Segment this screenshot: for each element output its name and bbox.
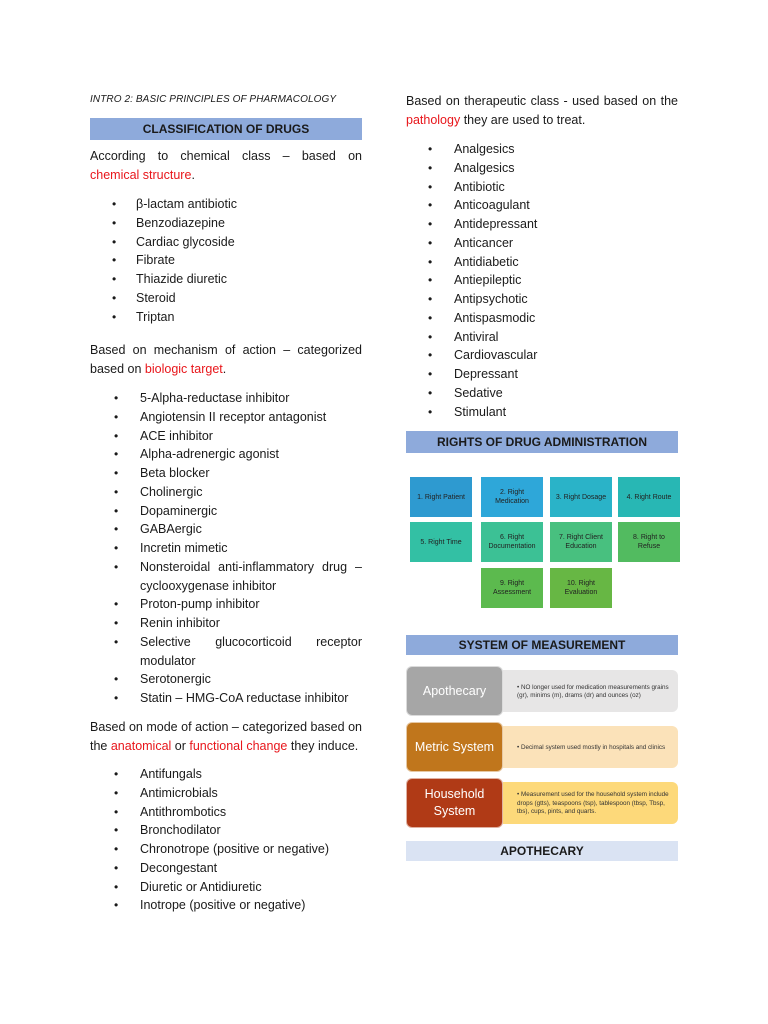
list-item: • Analgesics <box>454 140 678 159</box>
rights-grid <box>406 477 678 613</box>
right-box-8: 8. Right to Refuse <box>618 522 680 562</box>
therapeutic-intro-text: Based on therapeutic class - used based on the <box>406 94 678 108</box>
list-item: • Cardiac glycoside <box>136 233 362 252</box>
list-item: • Triptan <box>136 308 362 327</box>
measurement-heading: SYSTEM OF MEASUREMENT <box>406 635 678 655</box>
chemical-intro-end: . <box>191 168 195 182</box>
therapeutic-intro-highlight: pathology <box>406 113 461 127</box>
list-item: • Statin – HMG-CoA reductase inhibitor <box>140 689 362 708</box>
list-item: • Antidepressant <box>454 215 678 234</box>
mechanism-intro-end: . <box>222 362 227 376</box>
list-item: • Antimicrobials <box>140 784 362 803</box>
list-item: • Antibiotic <box>454 178 678 197</box>
measurement-description-text: • Measurement used for the household system include drops (gtts), teaspoons (tsp), tablespoon (tbsp, Tbsp, tbs), cups, pints, and quarts. <box>517 791 669 816</box>
rights-heading: RIGHTS OF DRUG ADMINISTRATION <box>406 431 678 453</box>
list-item: • Depressant <box>454 365 678 384</box>
list-item: • Fibrate <box>136 251 362 270</box>
list-item: • Analgesics <box>454 159 678 178</box>
right-box-7: 7. Right Client Education <box>550 522 612 562</box>
right-box-3: 3. Right Dosage <box>550 477 612 517</box>
mechanism-list <box>140 389 362 708</box>
measurement-system-box: Household System <box>406 778 503 828</box>
document-title: INTRO 2: BASIC PRINCIPLES OF PHARMACOLOGY <box>90 94 337 105</box>
right-box-2: 2. Right Medication <box>481 477 543 517</box>
list-item: • Antiepileptic <box>454 271 678 290</box>
list-item: • Proton-pump inhibitor <box>140 595 362 614</box>
mechanism-intro <box>90 341 362 379</box>
mechanism-intro-highlight: biologic target <box>144 362 223 376</box>
list-item: • Serotonergic <box>140 670 362 689</box>
list-item: • Cardiovascular <box>454 346 678 365</box>
list-item: • Antithrombotics <box>140 803 362 822</box>
list-item: • Steroid <box>136 289 362 308</box>
list-item: • Chronotrope (positive or negative) <box>140 840 362 859</box>
mode-intro-text: Based on mode of action – categorized based on the <box>90 720 362 753</box>
list-item: • Antipsychotic <box>454 290 678 309</box>
measurement-system-box: Apothecary <box>406 666 503 716</box>
list-item: • Anticoagulant <box>454 196 678 215</box>
list-item: • Diuretic or Antidiuretic <box>140 878 362 897</box>
list-item: • Benzodiazepine <box>136 214 362 233</box>
list-item: • Nonsteroidal anti-inflammatory drug – cyclooxygenase inhibitor <box>140 558 362 596</box>
therapeutic-intro-end: they are used to treat. <box>460 113 586 127</box>
list-item: • Cholinergic <box>140 483 362 502</box>
list-item: • Antifungals <box>140 765 362 784</box>
mode-list <box>140 765 362 915</box>
measurement-row <box>406 722 678 772</box>
chemical-class-intro <box>90 147 362 185</box>
list-item: • Antispasmodic <box>454 309 678 328</box>
measurement-row <box>406 778 678 828</box>
list-item: • Stimulant <box>454 403 678 422</box>
measurement-system-box: Metric System <box>406 722 503 772</box>
list-item: • GABAergic <box>140 520 362 539</box>
classification-heading: CLASSIFICATION OF DRUGS <box>90 118 362 140</box>
mechanism-intro-text: Based on mechanism of action – categorized based on <box>90 343 362 376</box>
list-item: • Beta blocker <box>140 464 362 483</box>
list-item: • Sedative <box>454 384 678 403</box>
list-item: • β-lactam antibiotic <box>136 195 362 214</box>
measurement-description <box>503 782 678 824</box>
chemical-class-list <box>136 195 362 326</box>
chemical-intro-text: According to chemical class – based on <box>90 149 362 163</box>
therapeutic-list <box>454 140 678 421</box>
list-item: • Inotrope (positive or negative) <box>140 896 362 915</box>
list-item: • Alpha-adrenergic agonist <box>140 445 362 464</box>
measurement-description-text: • Decimal system used mostly in hospitals and clinics <box>517 743 666 751</box>
mode-intro-or: or <box>171 739 190 753</box>
list-item: • Angiotensin II receptor antagonist <box>140 408 362 427</box>
mode-intro-highlight-functional: functional change <box>189 739 288 753</box>
right-box-4: 4. Right Route <box>618 477 680 517</box>
right-box-9: 9. Right Assessment <box>481 568 543 608</box>
mode-intro <box>90 718 362 756</box>
measurement-description <box>503 670 678 712</box>
right-box-1: 1. Right Patient <box>410 477 472 517</box>
right-box-10: 10. Right Evaluation <box>550 568 612 608</box>
apothecary-heading: APOTHECARY <box>406 841 678 861</box>
measurement-row <box>406 666 678 716</box>
list-item: • Antidiabetic <box>454 253 678 272</box>
list-item: • Renin inhibitor <box>140 614 362 633</box>
list-item: • Incretin mimetic <box>140 539 362 558</box>
measurement-description-text: • NO longer used for medication measurements grains (gr), minims (m), drams (dr) and ounces (oz) <box>517 683 669 699</box>
list-item: • ACE inhibitor <box>140 427 362 446</box>
list-item: • Dopaminergic <box>140 502 362 521</box>
list-item: • Selective glucocorticoid receptor modulator <box>140 633 362 671</box>
mode-intro-end: they induce. <box>287 739 359 753</box>
list-item: • Decongestant <box>140 859 362 878</box>
list-item: • Thiazide diuretic <box>136 270 362 289</box>
right-box-6: 6. Right Documentation <box>481 522 543 562</box>
right-box-5: 5. Right Time <box>410 522 472 562</box>
list-item: • Bronchodilator <box>140 821 362 840</box>
list-item: • 5-Alpha-reductase inhibitor <box>140 389 362 408</box>
measurement-description <box>503 726 678 768</box>
chemical-intro-highlight: chemical structure <box>90 168 192 182</box>
mode-intro-highlight-anatomical: anatomical <box>110 739 172 753</box>
list-item: • Antiviral <box>454 328 678 347</box>
therapeutic-intro <box>406 92 678 130</box>
list-item: • Anticancer <box>454 234 678 253</box>
